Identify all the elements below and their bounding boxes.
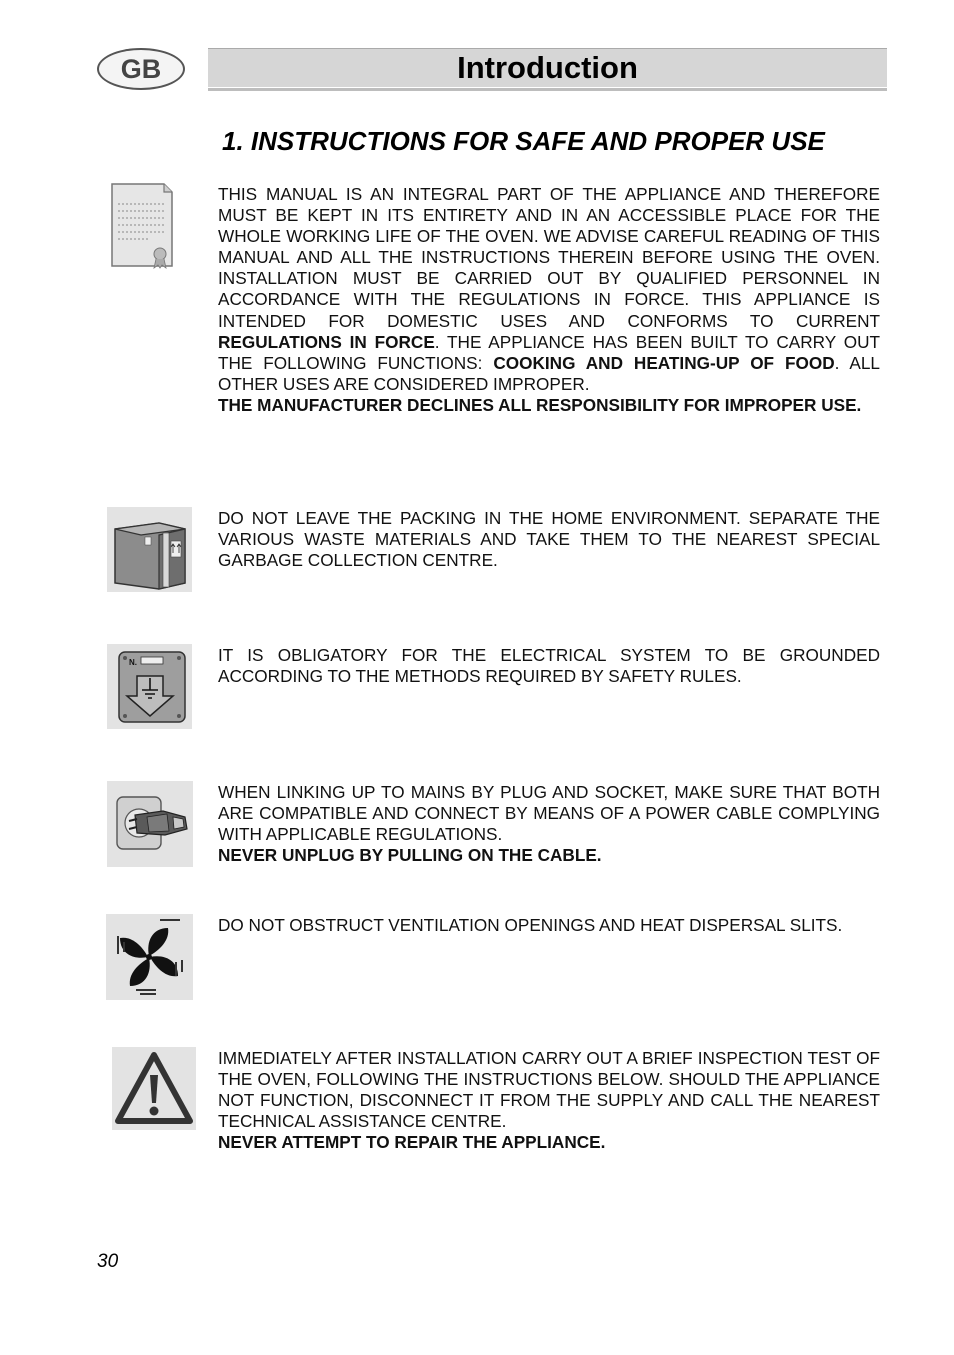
- plug-socket-paragraph: WHEN LINKING UP TO MAINS BY PLUG AND SOCKET, MAKE SURE THAT BOTH ARE COMPATIBLE AND CONNECT BY MEANS OF A POWER CABLE COMPLYING WITH APPLICABLE REGULATIONS.: [218, 782, 880, 845]
- header-divider: [208, 88, 887, 91]
- plug-socket-icon: [107, 781, 193, 867]
- grounding-paragraph: IT IS OBLIGATORY FOR THE ELECTRICAL SYSTEM TO BE GROUNDED ACCORDING TO THE METHODS REQUIRED BY SAFETY RULES.: [218, 645, 880, 687]
- packing-notice: [218, 508, 880, 571]
- manual-document-icon: [108, 182, 176, 270]
- inspection-notice: [218, 1048, 880, 1153]
- grounding-icon: [107, 644, 192, 729]
- functions-emphasis: COOKING AND HEATING-UP OF FOOD: [493, 352, 835, 373]
- section-title: 1. INSTRUCTIONS FOR SAFE AND PROPER USE: [222, 126, 825, 156]
- manual-text-part: . THE APPLIANCE HAS BEEN BUILT TO CARRY OUT THE FOLLOWING FUNCTIONS:: [218, 331, 880, 373]
- manufacturer-disclaimer: THE MANUFACTURER DECLINES ALL RESPONSIBILITY FOR IMPROPER USE.: [218, 394, 862, 415]
- page-title: Introduction: [457, 50, 638, 85]
- packing-box-icon: [107, 507, 192, 592]
- manual-text-part: THIS MANUAL IS AN INTEGRAL PART OF THE APPLIANCE AND THEREFORE MUST BE KEPT IN ITS ENTIRETY AND IN AN ACCESSIBLE PLACE FOR THE WHOLE WORKING LIFE OF THE OVEN. WE ADVISE CAREFUL READING OF THIS MANUAL AND ALL THE INSTRUCTIONS THEREIN BEFORE USING THE OVEN. INSTALLATION MUST BE CARRIED OUT BY QUALIFIED PERSONNEL IN ACCORDANCE WITH THE REGULATIONS IN FORCE. THIS APPLIANCE IS INTENDED FOR DOMESTIC USES AND CONFORMS TO CURRENT: [218, 184, 880, 331]
- grounding-label: N.: [129, 658, 137, 667]
- unplug-warning: NEVER UNPLUG BY PULLING ON THE CABLE.: [218, 845, 602, 866]
- page-number: 30: [97, 1251, 119, 1272]
- manual-text-part: . ALL OTHER USES ARE CONSIDERED IMPROPER.: [218, 352, 880, 394]
- inspection-paragraph: IMMEDIATELY AFTER INSTALLATION CARRY OUT A BRIEF INSPECTION TEST OF THE OVEN, FOLLOWING THE INSTRUCTIONS BELOW. SHOULD THE APPLIANCE NOT FUNCTION, DISCONNECT IT FROM THE SUPPLY AND CALL THE NEAREST TECHNICAL ASSISTANCE CENTRE.: [218, 1048, 880, 1132]
- page-header: [208, 48, 887, 87]
- regulations-emphasis: REGULATIONS IN FORCE: [218, 331, 435, 352]
- ventilation-fan-icon: [106, 914, 193, 1000]
- packing-paragraph: DO NOT LEAVE THE PACKING IN THE HOME ENVIRONMENT. SEPARATE THE VARIOUS WASTE MATERIALS AND TAKE THEM TO THE NEAREST SPECIAL GARBAGE COLLECTION CENTRE.: [218, 508, 880, 571]
- grounding-notice: [218, 645, 880, 687]
- plug-socket-notice: [218, 782, 880, 866]
- ventilation-notice: [218, 915, 880, 936]
- manual-paragraph: [218, 184, 880, 395]
- warning-triangle-icon: [112, 1047, 196, 1130]
- ventilation-paragraph: DO NOT OBSTRUCT VENTILATION OPENINGS AND HEAT DISPERSAL SLITS.: [218, 915, 843, 935]
- language-badge: GB: [97, 48, 185, 90]
- manual-notice: [218, 184, 880, 416]
- repair-warning: NEVER ATTEMPT TO REPAIR THE APPLIANCE.: [218, 1132, 606, 1153]
